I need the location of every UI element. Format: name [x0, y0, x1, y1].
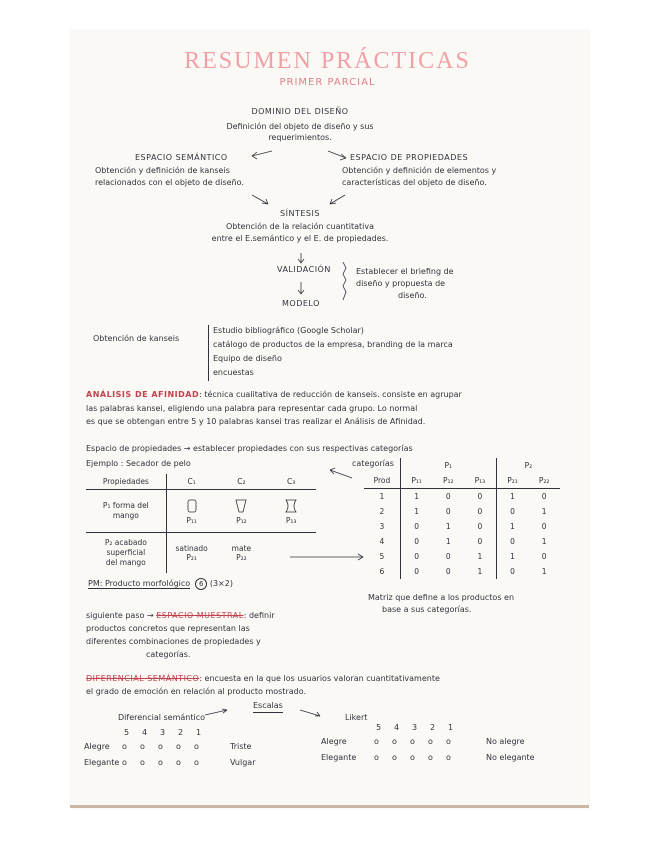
- matrix-cell: 0: [400, 564, 432, 579]
- scale-option-circle[interactable]: o: [158, 758, 163, 767]
- scale-option-circle[interactable]: o: [410, 737, 415, 746]
- pm-line: [88, 578, 233, 590]
- matrix-cell: 0: [477, 522, 483, 531]
- product-matrix: [364, 458, 560, 579]
- afinidad-line1-text: : técnica cualitativa de reducción de kanseis. consiste en agrupar: [199, 390, 462, 399]
- categorias-label: categorías: [352, 459, 394, 468]
- prop-cell-p11: [166, 490, 216, 533]
- prop-row-p2: [86, 533, 166, 574]
- validacion-brace: [343, 262, 346, 300]
- matrix-caption1: Matriz que define a los productos en: [368, 593, 515, 602]
- scale-left-label: Alegre: [84, 742, 110, 751]
- scale-number: 2: [178, 728, 184, 737]
- scale-number: 3: [412, 723, 418, 732]
- matrix-row: [364, 504, 560, 519]
- prop-header-c3: C₃: [287, 477, 296, 486]
- escala-right-title: Likert: [345, 713, 368, 722]
- prop-cell-p21: [166, 533, 216, 574]
- prop-row-p1: [86, 490, 166, 533]
- matrix-cell: 0: [445, 552, 451, 561]
- scale-option-circle[interactable]: o: [428, 737, 433, 746]
- scale-option-circle[interactable]: o: [446, 753, 451, 762]
- scale-option-circle[interactable]: o: [374, 753, 379, 762]
- matrix-cell: 0: [477, 507, 483, 516]
- muestral-line3: diferentes combinaciones de propiedades y: [86, 637, 261, 646]
- matrix-cell: 0: [477, 492, 483, 501]
- matrix-cell: 1: [445, 522, 451, 531]
- matrix-header-prod: Prod: [373, 476, 391, 485]
- propiedades-line2: características del objeto de diseño.: [342, 178, 487, 187]
- scale-right-label: No alegre: [486, 737, 525, 746]
- matrix-cell: 0: [400, 534, 432, 549]
- diferencial-term: DIFERENCIAL SEMÁNTICO: [86, 674, 200, 683]
- scale-number: 3: [160, 728, 166, 737]
- scale-option-circle[interactable]: o: [374, 737, 379, 746]
- escala-left-title: Diferencial semántico: [118, 713, 206, 722]
- scale-number: 4: [394, 723, 400, 732]
- matrix-cell: 1: [541, 537, 547, 546]
- matrix-header-p21: P₂₁: [496, 473, 528, 489]
- matrix-cell: 1: [477, 567, 483, 576]
- scale-right-label: Triste: [230, 742, 252, 751]
- prop-p1-line1: P₁ forma del: [102, 501, 149, 510]
- tapered-handle-icon: [234, 498, 248, 514]
- sintesis-line2: entre el E.semántico y el E. de propiedades.: [211, 234, 389, 243]
- matrix-group-p1: P₁: [400, 458, 496, 473]
- prop-code-p13: P₁₃: [285, 515, 297, 525]
- prop-p2-line2: superficial: [106, 548, 146, 557]
- propiedades-heading: ESPACIO DE PROPIEDADES: [350, 153, 469, 162]
- arrow-semantico-to-sintesis: [252, 195, 268, 204]
- prop-val-satinado: satinado: [175, 544, 208, 553]
- properties-table: [86, 474, 316, 573]
- kanseis-item-4: encuestas: [213, 368, 254, 377]
- scale-option-circle[interactable]: o: [410, 753, 415, 762]
- muestral-term: ESPACIO MUESTRAL: [156, 611, 244, 620]
- semantico-line2: relacionados con el objeto de diseño.: [95, 178, 244, 187]
- matrix-cell: 0: [541, 522, 547, 531]
- scale-option-circle[interactable]: o: [428, 753, 433, 762]
- prop-code-p21: P₂₁: [186, 553, 197, 562]
- matrix-header-p13: P₁₃: [474, 476, 486, 485]
- arrow-to-propiedades: [328, 151, 346, 158]
- matrix-cell: 0: [477, 537, 483, 546]
- validacion-note3: diseño.: [398, 291, 427, 300]
- validacion-note2: diseño y propuesta de: [356, 279, 446, 288]
- matrix-row: [364, 549, 560, 564]
- matrix-cell: 1: [541, 567, 547, 576]
- scale-option-circle[interactable]: o: [176, 758, 181, 767]
- cylinder-handle-icon: [185, 498, 199, 514]
- matrix-product-id: 2: [379, 507, 385, 516]
- scale-number: 1: [448, 723, 454, 732]
- scale-option-circle[interactable]: o: [140, 758, 145, 767]
- kanseis-item-3: Equipo de diseño: [213, 354, 282, 363]
- matrix-cell: 0: [496, 504, 528, 519]
- matrix-row: [364, 489, 560, 505]
- pm-label: PM: Producto morfológico: [88, 579, 191, 588]
- matrix-body: [364, 489, 560, 580]
- matrix-cell: 1: [541, 507, 547, 516]
- matrix-cell: 1: [496, 519, 528, 534]
- semantico-line1: Obtención y definición de kanseis: [95, 166, 230, 175]
- matrix-row: [364, 534, 560, 549]
- semantico-heading: ESPACIO SEMÁNTICO: [135, 153, 228, 162]
- dominio-line1: Definición del objeto de diseño y sus: [226, 122, 374, 131]
- muestral-line4: categorías.: [146, 650, 191, 659]
- diferencial-line1: [86, 673, 440, 685]
- scale-option-circle[interactable]: o: [122, 742, 127, 751]
- arrow-escalas-right: [300, 710, 320, 716]
- matrix-cell: 0: [445, 507, 451, 516]
- muestral-line1: [86, 610, 275, 622]
- matrix-cell: 1: [400, 489, 432, 505]
- arrow-categorias: [330, 470, 352, 478]
- matrix-cell: 0: [445, 492, 451, 501]
- modelo-label: MODELO: [282, 299, 320, 308]
- scale-option-circle[interactable]: o: [194, 742, 199, 751]
- scale-number: 4: [142, 728, 148, 737]
- matrix-row: [364, 519, 560, 534]
- validacion-label: VALIDACIÓN: [277, 265, 331, 274]
- prop-code-p11: P₁₁: [186, 515, 197, 525]
- scale-option-circle[interactable]: o: [158, 742, 163, 751]
- prop-cell-p13: [266, 490, 316, 533]
- matrix-header-p11: P₁₁: [400, 473, 432, 489]
- scale-number: 5: [124, 728, 130, 737]
- afinidad-term: ANÁLISIS DE AFINIDAD: [86, 390, 200, 399]
- muestral-suffix: : definir: [243, 611, 275, 620]
- validacion-note1: Establecer el briefing de: [356, 267, 454, 276]
- scale-right-label: No elegante: [486, 753, 535, 762]
- scale-option-circle[interactable]: o: [122, 758, 127, 767]
- matrix-group-p2: P₂: [496, 458, 560, 473]
- matrix-product-id: 3: [379, 522, 385, 531]
- escalas-label: Escalas: [253, 700, 283, 713]
- scale-left-label: Elegante: [321, 753, 357, 762]
- page-title: RESUMEN PRÁCTICAS: [184, 48, 471, 74]
- scale-left-label: Alegre: [321, 737, 347, 746]
- afinidad-line3: es que se obtengan entre 5 y 10 palabras kansei tras realizar el Análisis de Afinidad.: [86, 417, 426, 426]
- arrow-propiedades-to-sintesis: [330, 195, 345, 204]
- dominio-heading: DOMINIO DEL DISEÑO: [251, 107, 349, 116]
- scale-option-circle[interactable]: o: [194, 758, 199, 767]
- pm-count-circle: 6: [195, 578, 207, 590]
- diferencial-line1-text: : encuesta en la que los usuarios valoran cuantitativamente: [199, 674, 440, 683]
- espacio-line: Espacio de propiedades → establecer propiedades con sus respectivas categorías: [86, 444, 413, 453]
- prop-val-mate: mate: [231, 544, 252, 553]
- prop-cell-p12: [217, 490, 267, 533]
- diferencial-line2: el grado de emoción en relación al producto mostrado.: [86, 687, 307, 696]
- scale-option-circle[interactable]: o: [176, 742, 181, 751]
- prop-cell-empty: [266, 533, 316, 574]
- prop-p1-line2: mango: [112, 511, 139, 520]
- curved-handle-icon: [284, 498, 298, 514]
- ejemplo-label: Ejemplo : Secador de pelo: [86, 459, 191, 468]
- matrix-header-p22: P₂₂: [538, 476, 550, 485]
- prop-p2-line1: P₂ acabado: [104, 538, 147, 547]
- muestral-line2: productos concretos que representan las: [86, 624, 250, 633]
- matrix-cell: 1: [496, 489, 528, 505]
- sintesis-line1: Obtención de la relación cuantitativa: [226, 222, 374, 231]
- prop-cell-p22: [217, 533, 267, 574]
- prop-p2-line3: del mango: [105, 558, 146, 567]
- kanseis-label: Obtención de kanseis: [93, 334, 180, 343]
- muestral-prefix: siguiente paso →: [86, 611, 154, 620]
- kanseis-item-1: Estudio bibliográfico (Google Scholar): [213, 326, 364, 335]
- scale-option-circle[interactable]: o: [392, 737, 397, 746]
- scale-option-circle[interactable]: o: [446, 737, 451, 746]
- matrix-cell: 0: [541, 492, 547, 501]
- scale-right-label: Vulgar: [230, 758, 256, 767]
- matrix-cell: 1: [445, 537, 451, 546]
- prop-code-p12: P₁₂: [236, 515, 247, 525]
- scale-number: 2: [430, 723, 436, 732]
- propiedades-line1: Obtención y definición de elementos y: [342, 166, 497, 175]
- matrix-cell: 0: [496, 564, 528, 579]
- prop-header-c1: C₁: [187, 477, 196, 486]
- matrix-cell: 0: [400, 519, 432, 534]
- matrix-cell: 1: [400, 504, 432, 519]
- matrix-cell: 0: [400, 549, 432, 564]
- page-subtitle: PRIMER PARCIAL: [279, 77, 376, 88]
- prop-header-c2: C₂: [237, 477, 246, 486]
- scale-option-circle[interactable]: o: [140, 742, 145, 751]
- scale-option-circle[interactable]: o: [392, 753, 397, 762]
- afinidad-line1: [86, 389, 462, 401]
- scale-number: 1: [196, 728, 202, 737]
- matrix-product-id: 1: [379, 492, 385, 501]
- kanseis-brace: [208, 325, 209, 381]
- matrix-product-id: 6: [379, 567, 385, 576]
- scale-left-label: Elegante: [84, 758, 120, 767]
- kanseis-item-2: catálogo de productos de la empresa, branding de la marca: [213, 340, 453, 349]
- matrix-row: [364, 564, 560, 579]
- afinidad-line2: las palabras kansei, eligiendo una palabra para representar cada grupo. Lo normal: [86, 404, 418, 413]
- scale-number: 5: [376, 723, 382, 732]
- matrix-cell: 1: [496, 549, 528, 564]
- dominio-line2: requerimientos.: [268, 133, 332, 142]
- matrix-cell: 0: [445, 567, 451, 576]
- matrix-product-id: 4: [379, 537, 385, 546]
- prop-code-p22: P₂₂: [236, 553, 247, 562]
- matrix-cell: 0: [496, 534, 528, 549]
- sintesis-heading: SÍNTESIS: [280, 209, 320, 218]
- matrix-header-p12: P₁₂: [443, 476, 454, 485]
- prop-header-propiedades: Propiedades: [86, 474, 166, 490]
- pm-dims: (3×2): [209, 579, 233, 588]
- matrix-cell: 1: [477, 552, 483, 561]
- matrix-product-id: 5: [379, 552, 385, 561]
- matrix-cell: 0: [541, 552, 547, 561]
- matrix-caption2: base a sus categorías.: [382, 605, 472, 614]
